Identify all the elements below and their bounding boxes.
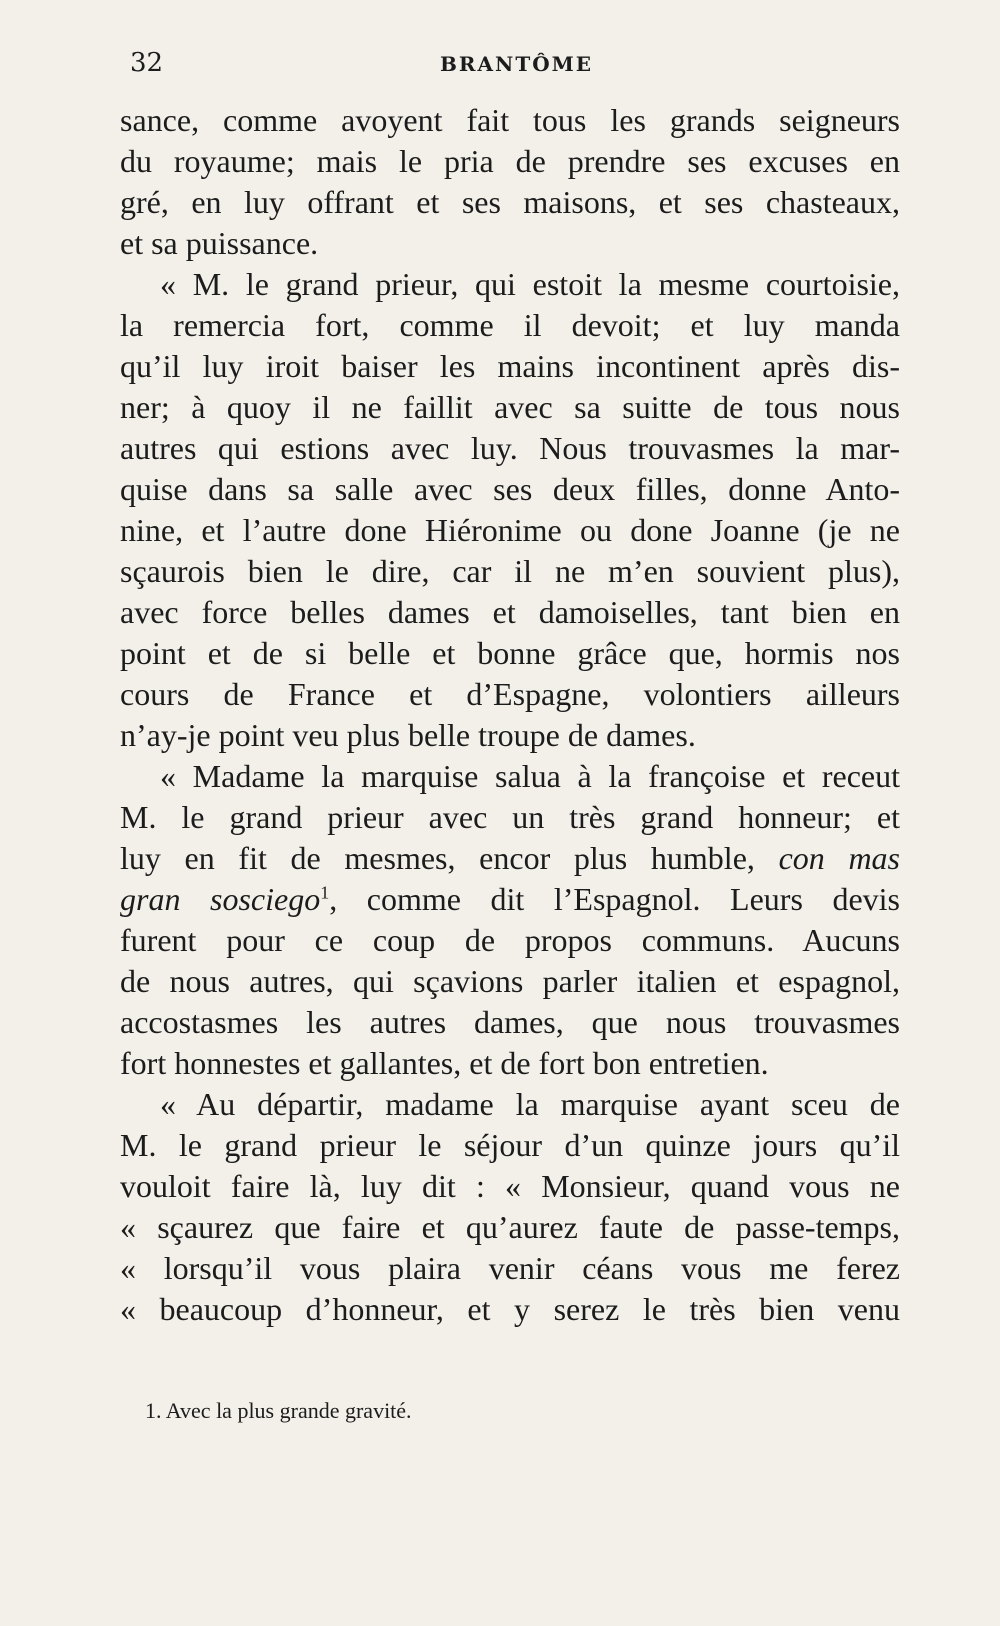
text-line: avec force belles dames et damoiselles, tant bien en <box>120 594 900 630</box>
text-line: la remercia fort, comme il devoit; et luy manda <box>120 307 900 343</box>
text-line: du royaume; mais le pria de prendre ses excuses en <box>120 143 900 179</box>
text-line: quise dans sa salle avec ses deux filles, donne Anto- <box>120 471 900 507</box>
paragraph <box>120 100 900 264</box>
text-line: « sçaurez que faire et qu’aurez faute de passe-temps, <box>120 1209 900 1245</box>
text-line: « Madame la marquise salua à la françoise et receut <box>160 758 900 794</box>
text-line: gré, en luy offrant et ses maisons, et ses chasteaux, <box>120 184 900 220</box>
text-line: vouloit faire là, luy dit : « Monsieur, quand vous ne <box>120 1168 900 1204</box>
text-line: « beaucoup d’honneur, et y serez le très bien venu <box>120 1291 900 1327</box>
paragraph <box>120 1084 900 1330</box>
running-head: BRANTÔME <box>440 52 594 76</box>
italic-phrase: gran sosciego <box>120 881 321 917</box>
text-line: sance, comme avoyent fait tous les grands seigneurs <box>120 102 900 138</box>
paragraph <box>120 756 900 1084</box>
text-line: M. le grand prieur le séjour d’un quinze jours qu’il <box>120 1127 900 1163</box>
text-line: autres qui estions avec luy. Nous trouvasmes la mar- <box>120 430 900 466</box>
text-line: ner; à quoy il ne faillit avec sa suitte de tous nous <box>120 389 900 425</box>
text-line: M. le grand prieur avec un très grand honneur; et <box>120 799 900 835</box>
text-line: « M. le grand prieur, qui estoit la mesme courtoisie, <box>160 266 900 302</box>
text-line: « lorsqu’il vous plaira venir céans vous me ferez <box>120 1250 900 1286</box>
paragraph <box>120 264 900 756</box>
body-text <box>120 100 900 1330</box>
text-line: et sa puissance. <box>120 225 319 261</box>
text-line: qu’il luy iroit baiser les mains incontinent après dis- <box>120 348 900 384</box>
page-number: 32 <box>130 48 164 78</box>
text-line: fort honnestes et gallantes, et de fort bon entretien. <box>120 1045 769 1081</box>
text-line: « Au départir, madame la marquise ayant sceu de <box>160 1086 900 1122</box>
text-line: cours de France et d’Espagne, volontiers ailleurs <box>120 676 900 712</box>
page-header <box>130 48 910 88</box>
text-line: point et de si belle et bonne grâce que, hormis nos <box>120 635 900 671</box>
text-line: nine, et l’autre done Hiéronime ou done Joanne (je ne <box>120 512 900 548</box>
footnote: 1. Avec la plus grande gravité. <box>145 1398 412 1423</box>
text-line <box>120 838 900 879</box>
text-line: de nous autres, qui sçavions parler italien et espagnol, <box>120 963 900 999</box>
text-run: , comme dit l’Espagnol. Leurs devis <box>329 881 901 917</box>
text-line: furent pour ce coup de propos communs. Aucuns <box>120 922 900 958</box>
italic-phrase: con mas <box>778 840 901 876</box>
text-line <box>120 879 900 920</box>
text-line: n’ay-je point veu plus belle troupe de dames. <box>120 717 696 753</box>
footnote-marker: 1 <box>320 882 330 903</box>
text-line: sçaurois bien le dire, car il ne m’en souvient plus), <box>120 553 900 589</box>
text-line: accostasmes les autres dames, que nous trouvasmes <box>120 1004 900 1040</box>
text-run: luy en fit de mesmes, encor plus humble, <box>120 840 755 876</box>
